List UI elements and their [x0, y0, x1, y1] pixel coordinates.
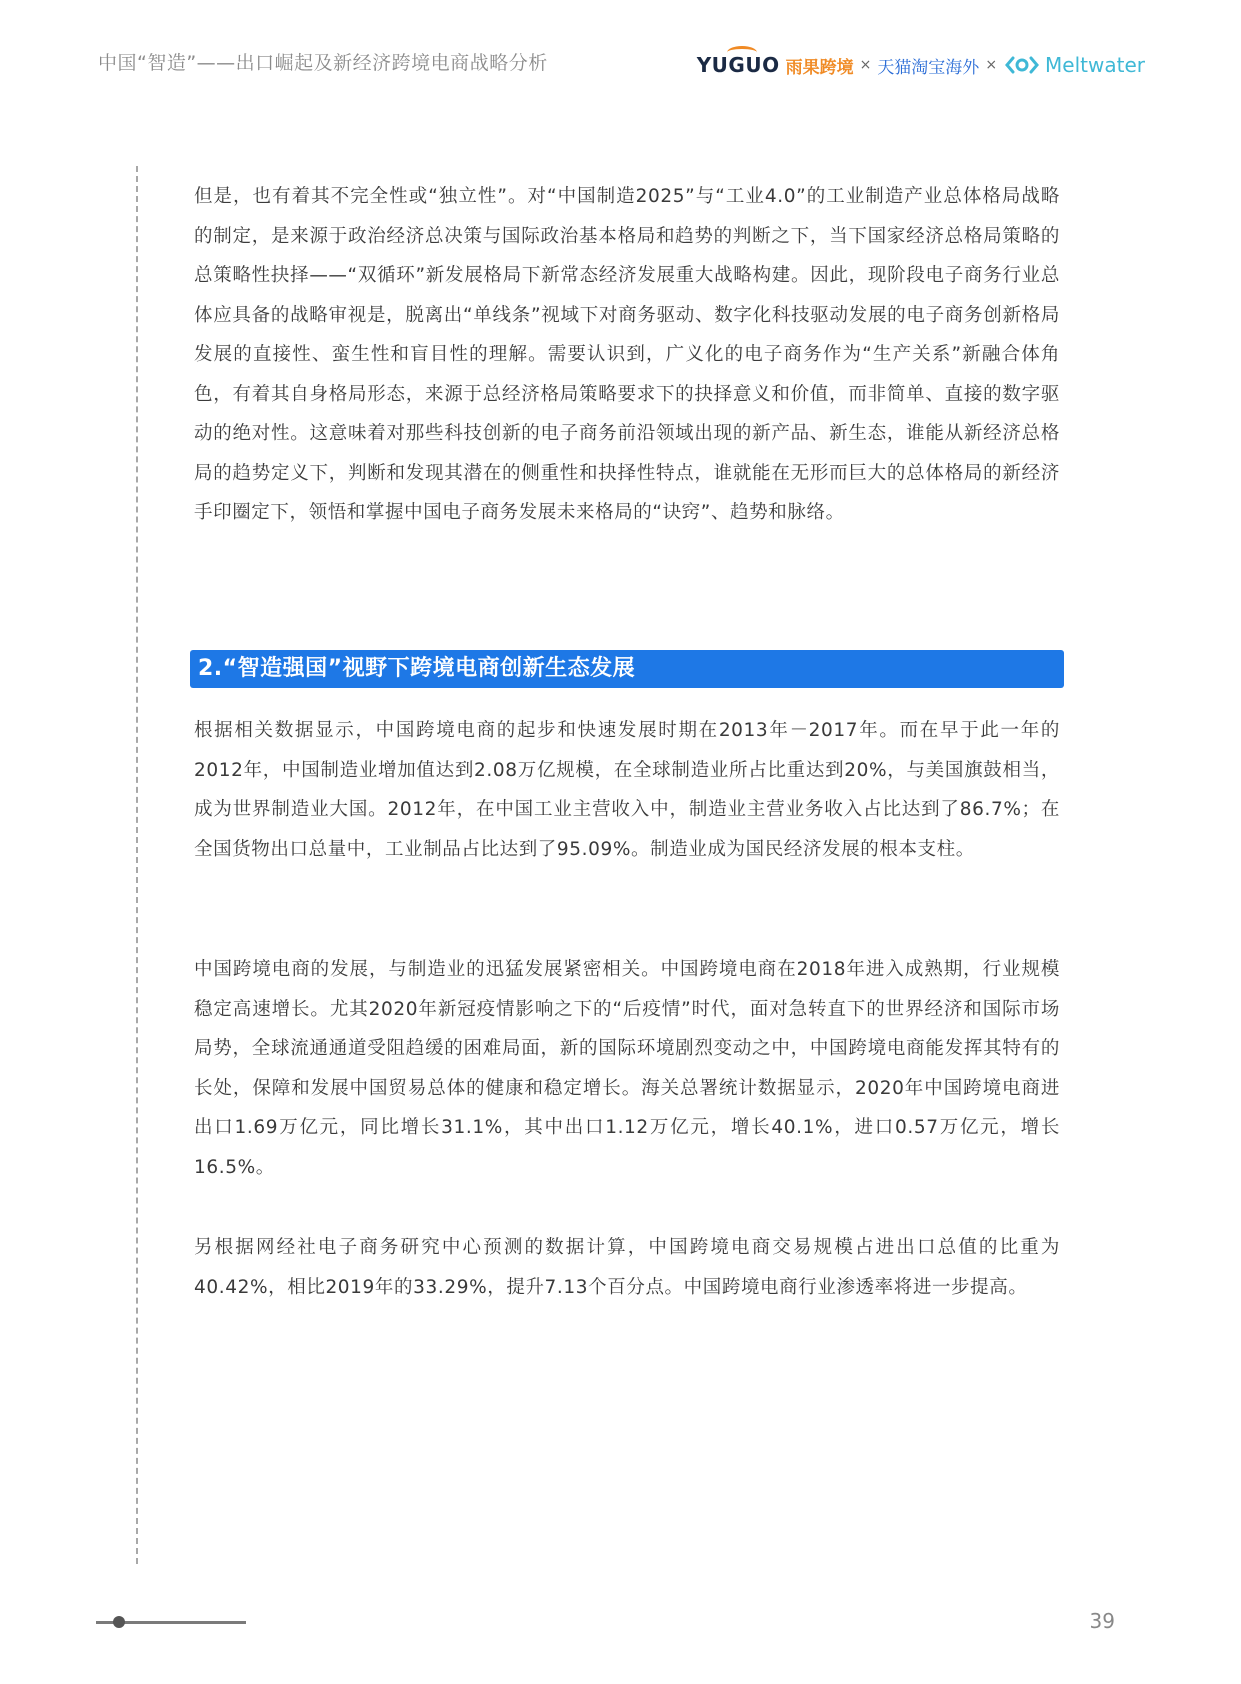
logo-separator: × [985, 57, 998, 73]
body-paragraph: 中国跨境电商的发展，与制造业的迅猛发展紧密相关。中国跨境电商在2018年进入成熟期，行业规模稳定高速增长。尤其2020年新冠疫情影响之下的“后疫情”时代，面对急转直下的世界经济和国际市场局势，全球流通通道受阻趋缓的困难局面，新的国际环境剧烈变动之中，中国跨境电商能发挥其特有的长处，保障和发展中国贸易总体的健康和稳定增长。海关总署统计数据显示，2020年中国跨境电商进出口1.69万亿元，同比增长31.1%，其中出口1.12万亿元，增长40.1%，进口0.57万亿元，增长16.5%。 [194, 959, 1060, 1178]
body-paragraph: 根据相关数据显示，中国跨境电商的起步和快速发展时期在2013年－2017年。而在早于此一年的2012年，中国制造业增加值达到2.08万亿规模，在全球制造业所占比重达到20%，与美国旗鼓相当，成为世界制造业大国。2012年，在中国工业主营收入中，制造业主营业务收入占比达到了86.7%；在全国货物出口总量中，工业制品占比达到了95.09%。制造业成为国民经济发展的根本支柱。 [194, 720, 1060, 860]
footer-decor-dot [113, 1616, 125, 1628]
yuguo-arc-icon [727, 46, 757, 59]
tmall-logo-text: 天猫淘宝海外 [877, 57, 980, 78]
yuguo-logo [697, 53, 780, 77]
margin-dashed-divider [136, 166, 138, 1564]
section-heading: 2.“智造强国”视野下跨境电商创新生态发展 [190, 650, 1064, 688]
body-paragraph: 但是，也有着其不完全性或“独立性”。对“中国制造2025”与“工业4.0”的工业制造产业总体格局战略的制定，是来源于政治经济总决策与国际政治基本格局和趋势的判断之下，当下国家经济总格局策略的总策略性抉择——“双循环”新发展格局下新常态经济发展重大战略构建。因此，现阶段电子商务行业总体应具备的战略审视是，脱离出“单线条”视域下对商务驱动、数字化科技驱动发展的电子商务创新格局发展的直接性、蛮生性和盲目性的理解。需要认识到，广义化的电子商务作为“生产关系”新融合体角色，有着其自身格局形态，来源于总经济格局策略要求下的抉择意义和价值，而非简单、直接的数字驱动的绝对性。这意味着对那些科技创新的电子商务前沿领域出现的新产品、新生态，谁能从新经济总格局的趋势定义下，判断和发现其潜在的侧重性和抉择性特点，谁就能在无形而巨大的总体格局的新经济手印圈定下，领悟和掌握中国电子商务发展未来格局的“诀窍”、趋势和脉络。 [194, 186, 1060, 523]
meltwater-logo-text: Meltwater [1045, 53, 1145, 77]
section-body [194, 950, 1060, 1187]
page-number: 39 [1089, 1609, 1115, 1633]
body-paragraph: 另根据网经社电子商务研究中心预测的数据计算，中国跨境电商交易规模占进出口总值的比重为40.42%，相比2019年的33.29%，提升7.13个百分点。中国跨境电商行业渗透率将进一步提高。 [194, 1237, 1060, 1298]
partner-logos [697, 50, 1145, 80]
yuguo-logo-text: YUGUO [696, 53, 780, 77]
meltwater-icon [1005, 56, 1039, 74]
section-body [194, 711, 1060, 869]
section-body [194, 1228, 1060, 1307]
intro-section [194, 177, 1060, 533]
logo-separator: × [859, 57, 872, 73]
yuguo-cn-logo-text: 雨果跨境 [785, 57, 854, 78]
document-header-title: 中国“智造”——出口崛起及新经济跨境电商战略分析 [98, 52, 548, 74]
